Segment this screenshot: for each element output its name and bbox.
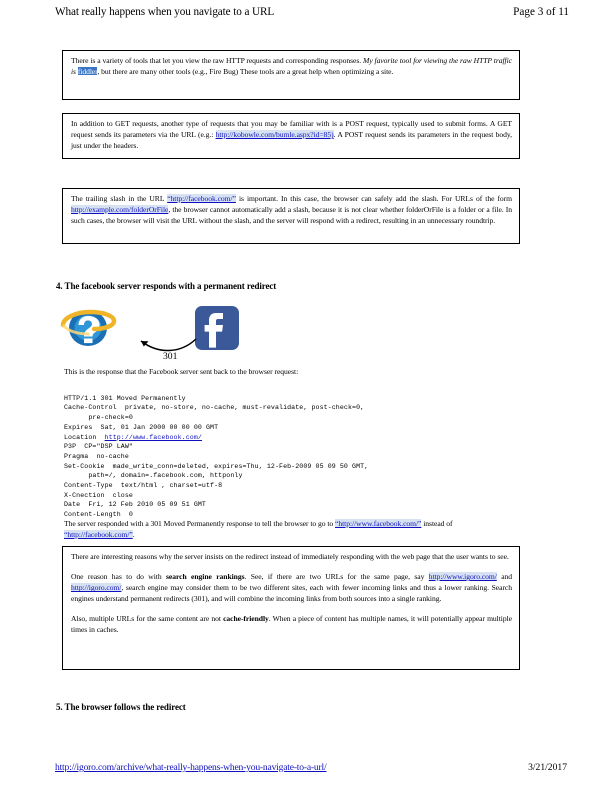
response-line-7: path=/, domain=.facebook.com, httponly bbox=[64, 472, 243, 480]
page-footer bbox=[0, 762, 612, 778]
example-get-url-link[interactable]: http://kobowle.com/bumle.aspx?id=85) bbox=[215, 130, 334, 140]
response-line-0: Cache-Control private, no-store, no-cache, must-revalidate, post-check=0, bbox=[64, 404, 365, 412]
reasons-p2-seg1: One reason has to do with bbox=[71, 572, 166, 582]
response-line-2: Expires Sat, 01 Jan 2000 00 00 00 GMT bbox=[64, 423, 219, 431]
response-line-3: Location bbox=[64, 433, 105, 441]
reasons-para-3 bbox=[71, 613, 512, 635]
slash-seg-3: , the browser cannot automatically add a slash, because it is not clear whether folderOrFile is a folder or a file. In such cases, the browser will visit the URL without the slash, and the server will respond with a redirect, resulting in an unnecessary roundtrip. bbox=[71, 205, 512, 226]
bare-igoro-url-link[interactable]: http://igoro.com/ bbox=[71, 583, 122, 593]
trailing-slash-callout-box bbox=[62, 188, 520, 244]
response-line-8: Content-Type text/html , charset=utf-8 bbox=[64, 482, 223, 490]
response-line-9: X-Cnection close bbox=[64, 491, 133, 499]
redirect-diagram bbox=[60, 300, 245, 362]
after-resp-seg-1: The server responded with a 301 Moved Permanently response to tell the browser to go to bbox=[64, 519, 336, 528]
after-resp-seg-3: . bbox=[132, 530, 135, 540]
section-5-heading: 5. The browser follows the redirect bbox=[56, 702, 186, 712]
cache-friendly-bold: cache-friendly bbox=[223, 614, 269, 624]
footer-date: 3/21/2017 bbox=[528, 762, 567, 773]
reasons-p2-seg2: . See, if there are two URLs for the same page, say bbox=[244, 572, 429, 582]
internet-explorer-logo bbox=[63, 310, 114, 346]
reasons-callout-box bbox=[62, 546, 520, 670]
response-status-line: HTTP/1.1 301 Moved Permanently bbox=[64, 394, 186, 402]
www-facebook-url-link[interactable]: “http://www.facebook.com/” bbox=[335, 519, 422, 528]
response-line-6: Set-Cookie made_write_conn=deleted, expires=Thu, 12-Feb-2009 05 09 50 GMT, bbox=[64, 462, 369, 470]
reasons-p3-seg2: . When a piece of content has multiple names, it will potentially appear multiple times in caches. bbox=[71, 614, 512, 635]
reasons-p2-seg4: , search engine may consider them to be two different sites, each with fewer incoming links and thus a lower ranking. Search engines understand permanent redirects (301), and will combine the incoming links from both sources into a single ranking. bbox=[71, 583, 512, 604]
page-header bbox=[0, 6, 612, 24]
bare-facebook-url-link[interactable]: “http://facebook.com/” bbox=[64, 530, 133, 540]
response-line-4: P3P CP="DSP LAW" bbox=[64, 443, 133, 451]
post-text-before: In addition to GET requests, another type of requests that you may be familiar with is a POST request, typically used to submit forms. A GET request sends its parameters via the URL (e.g.: bbox=[71, 119, 512, 140]
facebook-logo bbox=[195, 306, 239, 350]
after-resp-seg-2: instead of bbox=[421, 519, 453, 528]
slash-seg-2: is important. In this case, the browser can safely add the slash. For URLs of the form bbox=[235, 194, 513, 203]
post-text-after: . A POST request sends its parameters in the request body, just under the headers. bbox=[71, 130, 512, 151]
example-folder-url-link[interactable]: http://example.com/folderOrFile bbox=[71, 205, 169, 215]
section-4-heading: 4. The facebook server responds with a permanent redirect bbox=[56, 281, 277, 291]
tools-text-after: , but there are many other tools (e.g., Fire Bug) These tools are a great help when optimizing a site. bbox=[97, 67, 394, 77]
spacer-1 bbox=[71, 562, 512, 571]
response-line-1: pre-check=0 bbox=[64, 414, 133, 422]
tools-callout-text bbox=[63, 51, 519, 80]
spacer-2 bbox=[71, 604, 512, 613]
reasons-para-2 bbox=[71, 571, 512, 604]
reasons-para-1: There are interesting reasons why the server insists on the redirect instead of immediately responding with the web page that the user wants to see. bbox=[71, 552, 509, 561]
reasons-callout-text bbox=[63, 547, 519, 639]
response-line-5: Pragma no-cache bbox=[64, 452, 129, 460]
http-response-block bbox=[64, 384, 534, 520]
search-engine-rankings-bold: search engine rankings bbox=[165, 572, 245, 582]
tools-text-italic: My favorite tool for viewing the raw HTTP traffic is bbox=[71, 56, 512, 77]
response-intro-text: This is the response that the Facebook server sent back to the browser request: bbox=[64, 367, 299, 376]
reasons-p3-seg1: Also, multiple URLs for the same content are not bbox=[71, 614, 224, 624]
post-callout-box bbox=[62, 113, 520, 159]
trailing-slash-callout-text bbox=[63, 189, 519, 229]
location-header-link[interactable]: http://www.facebook.com/ bbox=[104, 433, 202, 441]
www-igoro-url-link[interactable]: http://www.igoro.com/ bbox=[428, 572, 497, 582]
slash-seg-1: The trailing slash in the URL bbox=[71, 194, 168, 203]
tools-text-before: There is a variety of tools that let you view the raw HTTP requests and corresponding responses. bbox=[71, 56, 364, 65]
arrow-label-301: 301 bbox=[163, 351, 178, 362]
after-response-paragraph bbox=[64, 518, 522, 540]
response-line-11: Content-Length 0 bbox=[64, 511, 133, 519]
reasons-p2-seg3: and bbox=[496, 572, 513, 582]
response-line-10: Date Fri, 12 Feb 2010 05 09 51 GMT bbox=[64, 501, 206, 509]
tools-callout-box bbox=[62, 50, 520, 100]
post-callout-text bbox=[63, 114, 519, 154]
page-title: What really happens when you navigate to a URL bbox=[55, 6, 275, 18]
redirect-arrow bbox=[141, 339, 196, 351]
fiddler-link[interactable]: fiddler bbox=[77, 67, 98, 77]
facebook-url-link[interactable]: “http://facebook.com/” bbox=[167, 194, 236, 203]
footer-source-url[interactable]: http://igoro.com/archive/what-really-happens-when-you-navigate-to-a-url/ bbox=[55, 762, 327, 773]
page-number: Page 3 of 11 bbox=[513, 6, 569, 18]
